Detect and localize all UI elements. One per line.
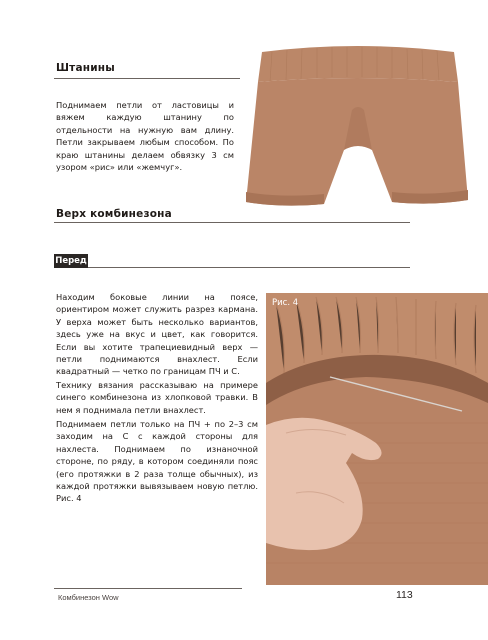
page-number: 113 <box>396 589 413 601</box>
label-rule <box>88 267 410 268</box>
heading-rule <box>54 222 410 223</box>
figure-label: Рис. 4 <box>272 298 299 308</box>
front-paragraph-2: Технику вязания рассказываю на примере синего комбинезона из хлопковой травки. В нем я поднимала петли внахлест. <box>56 380 258 415</box>
front-paragraph-1: Находим боковые линии на поясе, ориентиром может служить разрез кармана. У верха может быть несколько вариантов, здесь уже на вкус и цвет, как говорится. Если вы хотите трапециевидный верх — петли поднимаются внахлест. Если квадратный — четко по границам ПЧ и С. <box>56 292 258 377</box>
front-label: Перед <box>55 256 87 266</box>
footer-rule <box>54 588 242 589</box>
legs-paragraph: Поднимаем петли от ластовицы и вяжем каждую штанину по отдельности на нужную вам длину. Петли закрываем любым способом. По краю штанины делаем обвязку 3 см узором «рис» или «жемчуг». <box>56 100 234 173</box>
front-paragraph-3: Поднимаем петли только на ПЧ + по 2–3 см заходим на С с каждой стороны для нахлеста. Поднимаем по изнаночной стороне, по ряду, в котором соединяли пояс (его протяжки в 2 раза толще обычных), из каждой протяжки вывязываем новую петлю. Рис. 4 <box>56 419 258 504</box>
heading-rule <box>54 78 240 79</box>
footer-book-title: Комбинезон Wow <box>58 593 119 602</box>
section-heading-legs: Штанины <box>56 62 115 74</box>
knitting-in-hand-photo <box>266 293 488 585</box>
section-heading-top: Верх комбинезона <box>56 208 172 220</box>
knitted-shorts-photo <box>232 30 482 216</box>
